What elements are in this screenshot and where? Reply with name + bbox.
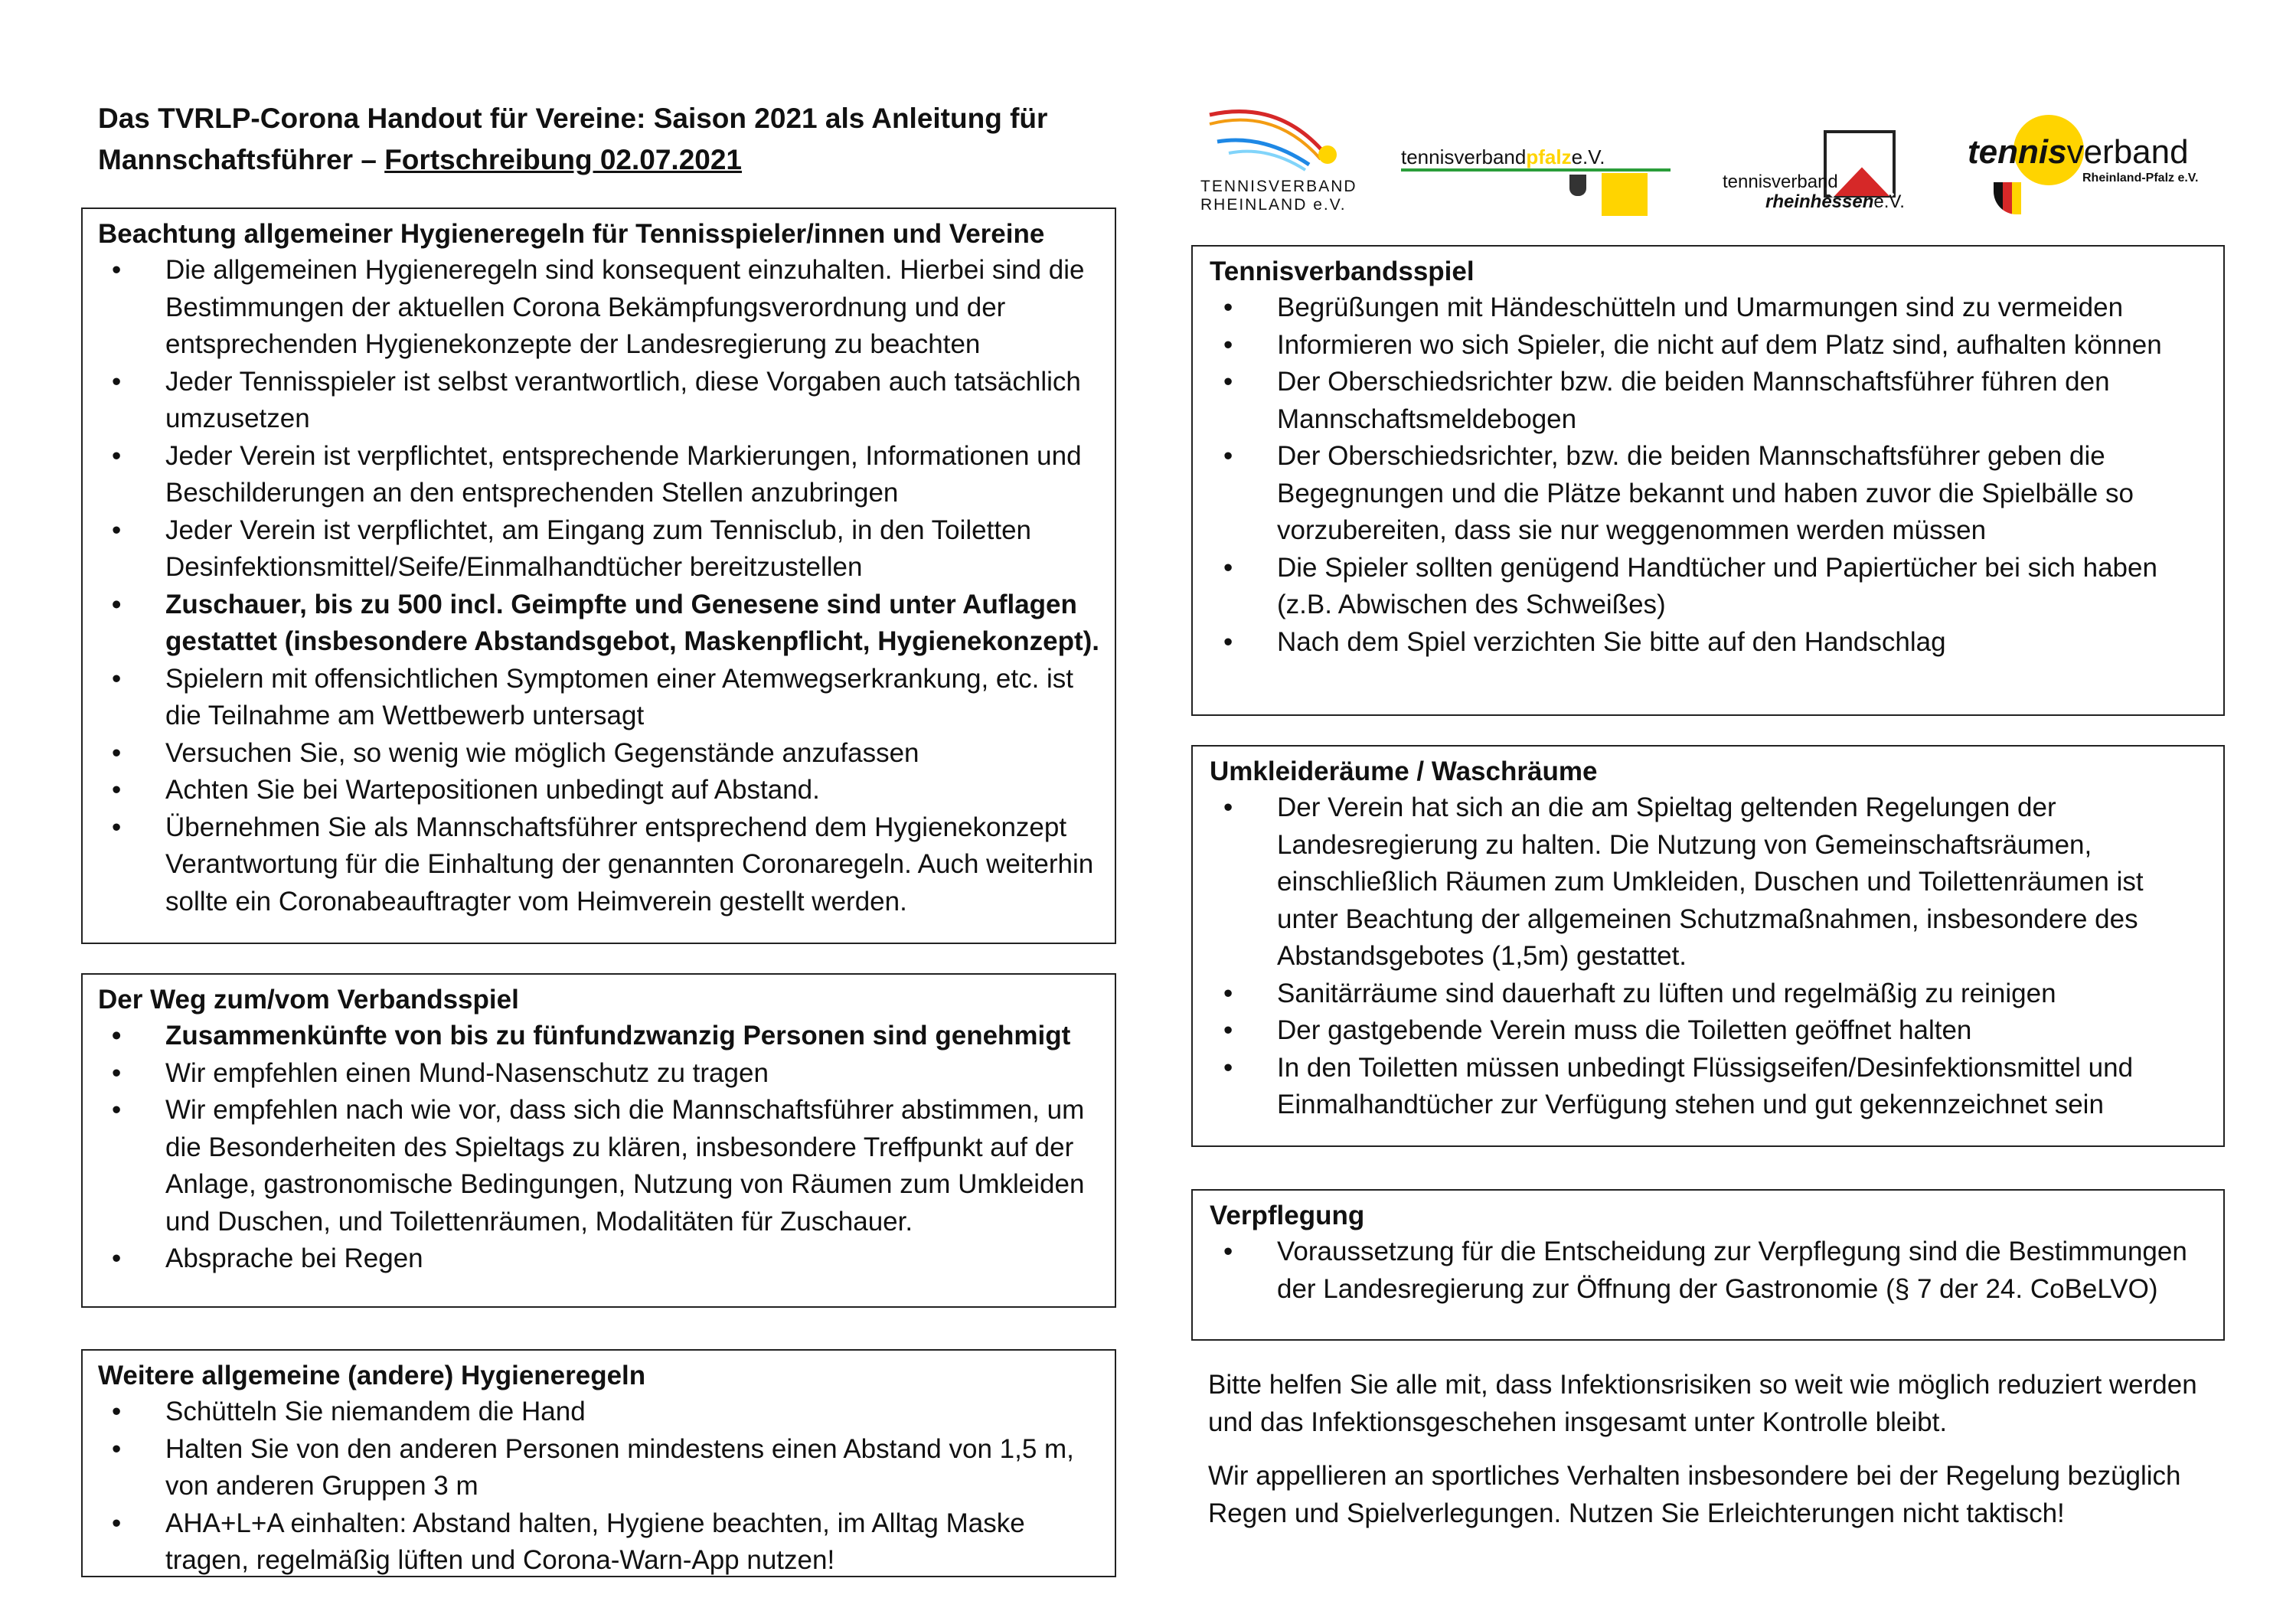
- list-item: • Begrüßungen mit Händeschütteln und Umarmungen sind zu vermeiden: [1210, 289, 2209, 327]
- list-item: • Spielern mit offensichtlichen Symptomen einer Atemwegserkrankung, etc. ist die Teilnahme am Wettbewerb untersagt: [98, 661, 1101, 735]
- list-item: • Wir empfehlen einen Mund-Nasenschutz zu tragen: [98, 1055, 1101, 1093]
- list-item: • Übernehmen Sie als Mannschaftsführer entsprechend dem Hygienekonzept Verantwortung für die Einhaltung der genannten Coronaregeln. Auch weiterhin sollte ein Coronabeauftragter vom Heimverein gestellt werden.: [98, 809, 1101, 921]
- rheinhessen-name: rheinhessen: [1765, 191, 1874, 212]
- title-update-date: Fortschreibung 02.07.2021: [384, 144, 743, 175]
- list-item-bold: • Zusammenkünfte von bis zu fünfundzwanzig Personen sind genehmigt: [98, 1018, 1101, 1055]
- flag-stripes-icon: [1994, 182, 2021, 214]
- box-changing-title: Umkleideräume / Waschräume: [1210, 756, 1598, 786]
- way-list: [98, 1018, 1101, 1278]
- list-item: • Der Oberschiedsrichter, bzw. die beiden Mannschaftsführer geben die Begegnungen und die Plätze bekannt und haben zuvor die Spielbälle so vorzubereiten, dass sie nur weggenommen werden müssen: [1210, 438, 2209, 550]
- league-list: [1210, 289, 2209, 661]
- list-item: • Voraussetzung für die Entscheidung zur Verpflegung sind die Bestimmungen der Landesregierung zur Öffnung der Gastronomie (§ 7 der 24. CoBeLVO): [1210, 1234, 2209, 1308]
- list-item: • Die Spieler sollten genügend Handtücher und Papiertücher bei sich haben (z.B. Abwischen des Schweißes): [1210, 550, 2209, 624]
- pfalz-text-1: tennisverband: [1401, 145, 1527, 168]
- further-list: [98, 1394, 1101, 1580]
- list-item: • Achten Sie bei Wartepositionen unbedingt auf Abstand.: [98, 772, 1101, 809]
- logo-tennisverband-rheinland: [1194, 100, 1363, 222]
- list-item: • Schütteln Sie niemandem die Hand: [98, 1394, 1101, 1431]
- pfalz-yellow-block: [1602, 173, 1648, 216]
- rlp-wordmark: [1968, 133, 2189, 172]
- rheinhessen-suffix: e.V.: [1873, 191, 1905, 212]
- closing-paragraph-1: Bitte helfen Sie alle mit, dass Infektionsrisiken so weit wie möglich reduziert werden und das Infektionsgeschehen insgesamt unter Kontrolle bleibt.: [1208, 1370, 2197, 1437]
- list-item: • Jeder Verein ist verpflichtet, am Eingang zum Tennisclub, in den Toiletten Desinfektionsmittel/Seife/Einmalhandtücher bereitzustellen: [98, 512, 1101, 587]
- box-further-title: Weitere allgemeine (andere) Hygieneregeln: [98, 1361, 646, 1390]
- list-item: • Wir empfehlen nach wie vor, dass sich die Mannschaftsführer abstimmen, um die Besonderheiten des Spieltags zu klären, insbesondere Treffpunkt auf der Anlage, gastronomische Bedingungen, Nutzung von Räumen zum Umkleiden und Duschen, und Toilettenräumen, Modalitäten für Zuschauer.: [98, 1092, 1101, 1240]
- title-line-2: [98, 139, 1116, 181]
- list-item: • Nach dem Spiel verzichten Sie bitte auf den Handschlag: [1210, 624, 2209, 662]
- title-line-1: Das TVRLP-Corona Handout für Vereine: Saison 2021 als Anleitung für: [98, 103, 1048, 134]
- logo-tennisverband-rheinhessen: [1723, 130, 1929, 222]
- list-item: • Absprache bei Regen: [98, 1240, 1101, 1278]
- box-hygiene-rules: [81, 207, 1116, 944]
- list-item-bold: • Zuschauer, bis zu 500 incl. Geimpfte und Genesene sind unter Auflagen gestattet (insbesondere Abstandsgebot, Maskenpflicht, Hygienekonzept).: [98, 587, 1101, 661]
- box-catering: [1191, 1189, 2225, 1341]
- logo-tennisverband-rheinland-pfalz: [1968, 115, 2213, 222]
- box-way-title: Der Weg zum/vom Verbandsspiel: [98, 985, 519, 1015]
- list-item: • Der Oberschiedsrichter bzw. die beiden Mannschaftsführer führen den Mannschaftsmeldebogen: [1210, 364, 2209, 438]
- box-changing-rooms: [1191, 745, 2225, 1147]
- catering-list: [1210, 1234, 2209, 1308]
- list-item: • Versuchen Sie, so wenig wie möglich Gegenstände anzufassen: [98, 735, 1101, 773]
- list-item: • Jeder Verein ist verpflichtet, entsprechende Markierungen, Informationen und Beschilderungen an den entsprechenden Stellen anzubringen: [98, 438, 1101, 512]
- rlp-text-2: verband: [2066, 133, 2189, 171]
- rheinland-suffix: RHEINLAND e.V.: [1200, 196, 1347, 214]
- box-way-to-match: [81, 973, 1116, 1308]
- rheinland-name: TENNISVERBAND: [1200, 178, 1357, 195]
- federation-logos: [1194, 100, 2251, 222]
- title-prefix: Mannschaftsführer –: [98, 144, 385, 175]
- swoosh-icon: [1194, 100, 1363, 176]
- document-title: [98, 98, 1116, 181]
- pfalz-text-3: e.V.: [1571, 145, 1605, 168]
- pfalz-wordmark: [1401, 145, 1605, 169]
- list-item: • Jeder Tennisspieler ist selbst verantwortlich, diese Vorgaben auch tatsächlich umzusetzen: [98, 364, 1101, 438]
- rlp-text-1: tennis: [1968, 133, 2067, 171]
- list-item: • Die allgemeinen Hygieneregeln sind konsequent einzuhalten. Hierbei sind die Bestimmungen der aktuellen Corona Bekämpfungsverordnung und der entsprechenden Hygienekonzepte der Landesregierung zu beachten: [98, 252, 1101, 364]
- pfalz-green-line: [1401, 168, 1671, 172]
- closing-paragraph-2: Wir appellieren an sportliches Verhalten insbesondere bei der Regelung bezüglich Regen und Spielverlegungen. Nutzen Sie Erleichterungen nicht taktisch!: [1208, 1461, 2181, 1528]
- list-item: • AHA+L+A einhalten: Abstand halten, Hygiene beachten, im Alltag Maske tragen, regelmäßig lüften und Corona-Warn-App nutzen!: [98, 1505, 1101, 1580]
- changing-list: [1210, 789, 2209, 1124]
- hygiene-list: [98, 252, 1101, 920]
- list-item: • Halten Sie von den anderen Personen mindestens einen Abstand von 1,5 m, von anderen Gruppen 3 m: [98, 1431, 1101, 1505]
- list-item: • In den Toiletten müssen unbedingt Flüssigseifen/Desinfektionsmittel und Einmalhandtücher zur Verfügung stehen und gut gekennzeichnet sein: [1210, 1050, 2209, 1124]
- pfalz-crest-icon: [1569, 175, 1586, 196]
- logo-tennisverband-pfalz: [1401, 145, 1677, 222]
- box-league-match: [1191, 245, 2225, 716]
- list-item: • Sanitärräume sind dauerhaft zu lüften und regelmäßig zu reinigen: [1210, 975, 2209, 1013]
- box-further-rules: [81, 1349, 1116, 1577]
- box-league-title: Tennisverbandsspiel: [1210, 257, 1475, 286]
- rlp-subline: Rheinland-Pfalz e.V.: [2082, 172, 2199, 185]
- pfalz-text-2: pfalz: [1526, 145, 1572, 168]
- list-item: • Informieren wo sich Spieler, die nicht auf dem Platz sind, aufhalten können: [1210, 327, 2209, 364]
- box-catering-title: Verpflegung: [1210, 1201, 1365, 1230]
- list-item: • Der gastgebende Verein muss die Toiletten geöffnet halten: [1210, 1012, 2209, 1050]
- box-hygiene-title: Beachtung allgemeiner Hygieneregeln für Tennisspieler/innen und Vereine: [98, 219, 1045, 249]
- rheinhessen-line1: tennisverband: [1723, 172, 1838, 192]
- rheinhessen-line2: [1765, 191, 1905, 213]
- list-item: • Der Verein hat sich an die am Spieltag geltenden Regelungen der Landesregierung zu halten. Die Nutzung von Gemeinschaftsräumen, einschließlich Räumen zum Umkleiden, Duschen und Toilettenräumen ist unter Beachtung der allgemeinen Schutzmaßnahmen, insbesondere des Abstandsgebotes (1,5m) gestattet.: [1210, 789, 2209, 975]
